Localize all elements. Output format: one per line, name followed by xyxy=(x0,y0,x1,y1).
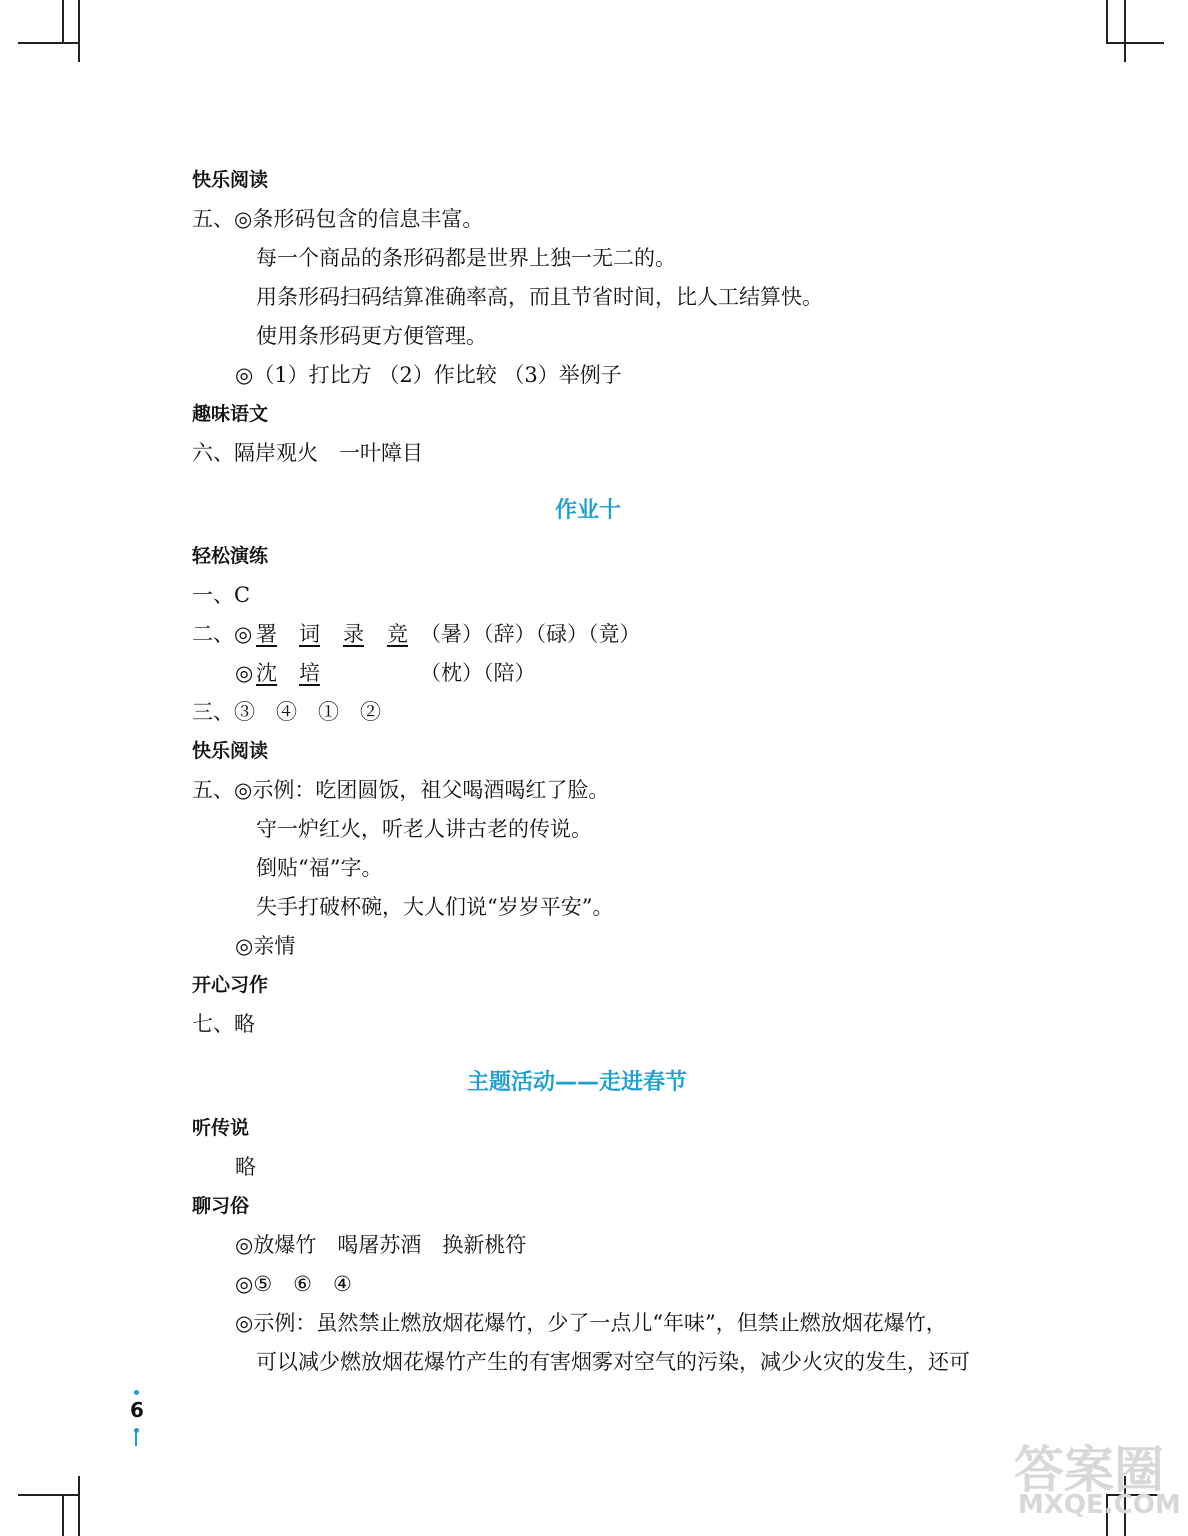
crop-mark-tl-v1 xyxy=(62,0,64,42)
answer-line: 五、◎条形码包含的信息丰富。 xyxy=(192,207,484,231)
crop-mark-tl-v2 xyxy=(78,0,80,62)
answer-prefix: 二、◎ xyxy=(192,622,253,646)
underlined-word: 录 xyxy=(343,622,364,646)
page-number: 6 xyxy=(130,1398,144,1422)
corrected-words: （枕）（陪） xyxy=(420,661,536,685)
section-heading-happy-writing: 开心习作 xyxy=(192,974,269,996)
crop-mark-bl-v1 xyxy=(62,1494,64,1536)
answer-prefix: ◎ xyxy=(235,661,254,685)
crop-mark-bl-h xyxy=(18,1494,80,1496)
watermark-url: MXQE.COM xyxy=(1018,1490,1181,1520)
answer-line: 三、③ ④ ① ② xyxy=(192,700,381,724)
answer-line: 用条形码扫码结算准确率高，而且节省时间，比人工结算快。 xyxy=(256,285,823,309)
page-number-dot-top xyxy=(134,1390,139,1395)
answer-line: ◎放爆竹 喝屠苏酒 换新桃符 xyxy=(235,1233,527,1257)
answer-line: 可以减少燃放烟花爆竹产生的有害烟雾对空气的污染，减少火灾的发生，还可 xyxy=(256,1350,970,1374)
answer-line: 失手打破杯碗，大人们说“岁岁平安”。 xyxy=(256,895,614,919)
crop-mark-tl-h xyxy=(18,42,80,44)
underlined-word: 竞 xyxy=(387,622,408,646)
corrected-words: （暑）（辞）（碌）（竟） xyxy=(420,622,641,646)
theme-activity-title: 主题活动——走进春节 xyxy=(467,1070,688,1095)
answer-line: 略 xyxy=(235,1155,256,1179)
answer-line: 每一个商品的条形码都是世界上独一无二的。 xyxy=(256,246,676,270)
homework-10-title: 作业十 xyxy=(555,498,622,523)
section-heading-easy-practice: 轻松演练 xyxy=(192,545,269,567)
section-heading-fun-chinese: 趣味语文 xyxy=(192,403,269,425)
page-number-line xyxy=(135,1432,137,1446)
watermark-logo-text: 答案圈 xyxy=(1014,1441,1164,1499)
answer-line: 使用条形码更方便管理。 xyxy=(256,324,487,348)
underlined-word: 培 xyxy=(299,661,320,685)
answer-line: ◎亲情 xyxy=(235,934,296,958)
answer-line: ◎（1）打比方 （2）作比较 （3）举例子 xyxy=(235,363,622,387)
answer-line: 一、C xyxy=(192,583,251,607)
answer-line: 六、隔岸观火 一叶障目 xyxy=(192,441,423,465)
answer-line: 七、略 xyxy=(192,1012,255,1036)
answer-line: ◎示例：虽然禁止燃放烟花爆竹，少了一点儿“年味”，但禁止燃放烟花爆竹， xyxy=(235,1311,947,1335)
crop-mark-bl-v2 xyxy=(78,1476,80,1536)
crop-mark-tr-h xyxy=(1108,42,1164,44)
answer-line: ◎⑤ ⑥ ④ xyxy=(235,1272,352,1296)
underlined-word: 词 xyxy=(299,622,320,646)
section-heading-happy-reading: 快乐阅读 xyxy=(192,169,269,191)
answer-line: 五、◎示例：吃团圆饭，祖父喝酒喝红了脸。 xyxy=(192,778,610,802)
crop-mark-tr-v2 xyxy=(1124,0,1126,62)
underlined-word: 署 xyxy=(256,622,277,646)
section-heading-legend: 听传说 xyxy=(192,1117,250,1139)
underlined-word: 沈 xyxy=(256,661,277,685)
answer-line: 倒贴“福”字。 xyxy=(256,856,383,880)
answer-line: 守一炉红火，听老人讲古老的传说。 xyxy=(256,817,592,841)
section-heading-happy-reading-2: 快乐阅读 xyxy=(192,740,269,762)
section-heading-customs: 聊习俗 xyxy=(192,1195,250,1217)
crop-mark-tr-v1 xyxy=(1106,0,1108,44)
